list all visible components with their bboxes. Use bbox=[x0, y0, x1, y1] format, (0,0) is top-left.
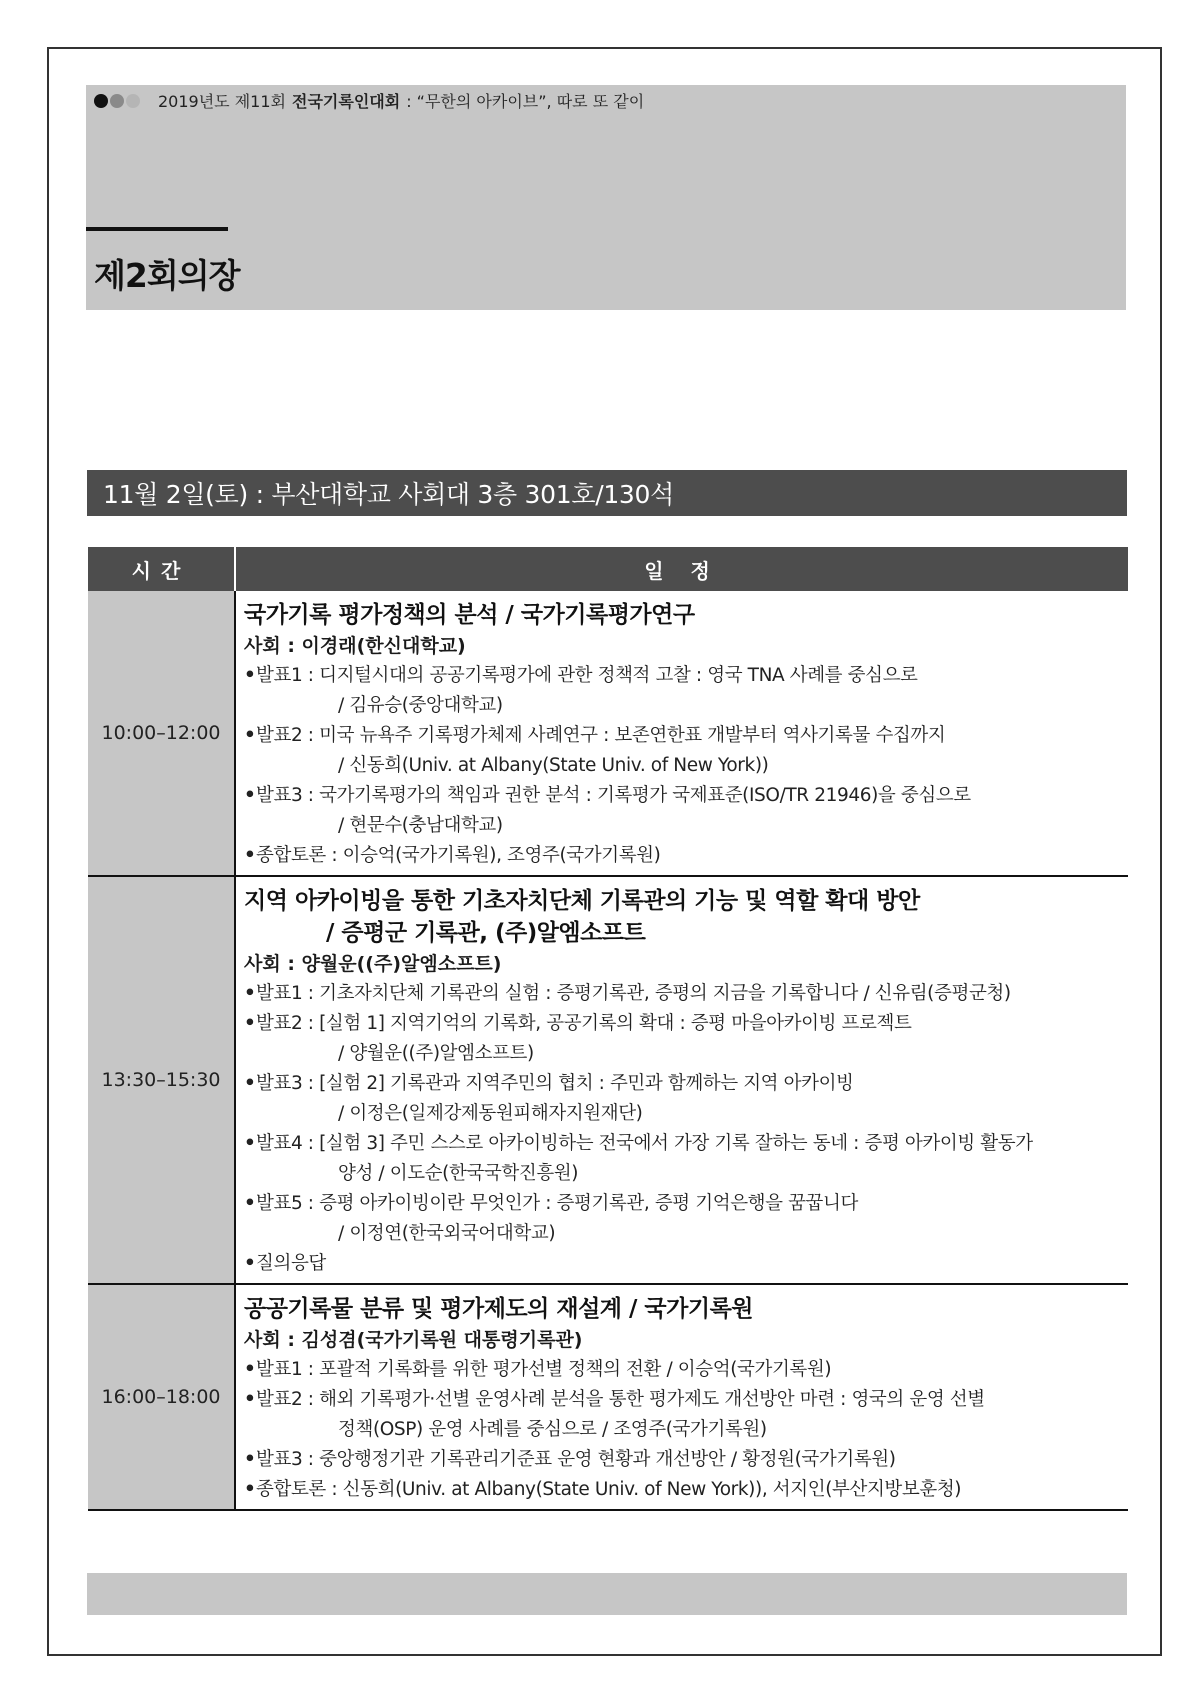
session-moderator: 사회 : 이경래(한신대학교) bbox=[244, 635, 466, 657]
list-item-continuation: / 신동희(Univ. at Albany(State Univ. of New York)) bbox=[338, 755, 769, 776]
list-item-continuation: / 김유승(중앙대학교) bbox=[338, 695, 503, 716]
dots-icon bbox=[94, 94, 140, 108]
date-location-bar: 11월 2일(토) : 부산대학교 사회대 3층 301호/130석 bbox=[87, 470, 1127, 516]
session-row bbox=[88, 876, 1128, 1284]
table-header-row bbox=[88, 547, 1128, 591]
schedule-table bbox=[88, 547, 1128, 1511]
list-item-continuation: 양성 / 이도순(한국국학진흥원) bbox=[338, 1163, 579, 1184]
session-title: 공공기록물 분류 및 평가제도의 재설계 / 국가기록원 bbox=[244, 1296, 754, 1322]
list-item: •종합토론 : 이승억(국가기록원), 조영주(국가기록원) bbox=[244, 845, 661, 866]
page-title: 제2회의장 bbox=[94, 256, 240, 295]
list-item-continuation: / 양월운((주)알엠소프트) bbox=[338, 1043, 534, 1064]
list-item: •질의응답 bbox=[244, 1253, 326, 1274]
list-item: •발표5 : 증평 아카이빙이란 무엇인가 : 증평기록관, 증평 기억은행을 꿈꿉니다 bbox=[244, 1193, 858, 1214]
header-band bbox=[86, 85, 1126, 310]
list-item-continuation: / 이정연(한국외국어대학교) bbox=[338, 1223, 556, 1244]
list-item: •발표2 : 해외 기록평가·선별 운영사례 분석을 통한 평가제도 개선방안 마련 : 영국의 운영 선별 bbox=[244, 1389, 985, 1410]
running-header bbox=[94, 89, 644, 112]
list-item: •발표4 : [실험 3] 주민 스스로 아카이빙하는 전국에서 가장 기록 잘하는 동네 : 증평 아카이빙 활동가 bbox=[244, 1133, 1033, 1154]
list-item: •발표3 : [실험 2] 기록관과 지역주민의 협치 : 주민과 함께하는 지역 아카이빙 bbox=[244, 1073, 854, 1094]
footer-band bbox=[87, 1573, 1127, 1615]
event-label: 2019년도 제11회 bbox=[158, 92, 286, 111]
list-item: •발표1 : 기초자치단체 기록관의 실험 : 증평기록관, 증평의 지금을 기록합니다 / 신유림(증평군청) bbox=[244, 983, 1011, 1004]
session-content bbox=[235, 1284, 1128, 1510]
session-content bbox=[235, 591, 1128, 876]
list-item: •발표3 : 중앙행정기관 기록관리기준표 운영 현황과 개선방안 / 황정원(국가기록원) bbox=[244, 1449, 896, 1470]
session-time: 10:00–12:00 bbox=[88, 591, 235, 876]
session-title-continuation: / 증평군 기록관, (주)알엠소프트 bbox=[326, 920, 646, 946]
list-item: •발표2 : [실험 1] 지역기억의 기록화, 공공기록의 확대 : 증평 마을아카이빙 프로젝트 bbox=[244, 1013, 912, 1034]
list-item-continuation: / 이정은(일제강제동원피해자지원재단) bbox=[338, 1103, 643, 1124]
conference-theme: : “무한의 아카이브”, 따로 또 같이 bbox=[406, 92, 645, 111]
list-item-continuation: / 현문수(충남대학교) bbox=[338, 815, 503, 836]
session-title: 지역 아카이빙을 통한 기초자치단체 기록관의 기능 및 역할 확대 방안 bbox=[244, 888, 920, 914]
session-moderator: 사회 : 양월운((주)알엠소프트) bbox=[244, 953, 502, 975]
list-item: •발표2 : 미국 뉴욕주 기록평가체제 사례연구 : 보존연한표 개발부터 역사기록물 수집까지 bbox=[244, 725, 946, 746]
session-title: 국가기록 평가정책의 분석 / 국가기록평가연구 bbox=[244, 602, 695, 628]
session-content bbox=[235, 876, 1128, 1284]
title-rule bbox=[86, 227, 228, 231]
list-item: •발표3 : 국가기록평가의 책임과 권한 분석 : 기록평가 국제표준(ISO/TR 21946)을 중심으로 bbox=[244, 785, 971, 806]
session-moderator: 사회 : 김성겸(국가기록원 대통령기록관) bbox=[244, 1329, 583, 1351]
list-item: •발표1 : 포괄적 기록화를 위한 평가선별 정책의 전환 / 이승억(국가기록원) bbox=[244, 1359, 832, 1380]
session-time: 16:00–18:00 bbox=[88, 1284, 235, 1510]
column-header-schedule: 일 정 bbox=[235, 547, 1128, 591]
column-header-time: 시간 bbox=[88, 547, 235, 591]
list-item-continuation: 정책(OSP) 운영 사례를 중심으로 / 조영주(국가기록원) bbox=[338, 1419, 767, 1440]
session-row bbox=[88, 1284, 1128, 1510]
conference-name: 전국기록인대회 bbox=[292, 92, 401, 111]
session-time: 13:30–15:30 bbox=[88, 876, 235, 1284]
list-item: •발표1 : 디지털시대의 공공기록평가에 관한 정책적 고찰 : 영국 TNA 사례를 중심으로 bbox=[244, 665, 918, 686]
session-row bbox=[88, 591, 1128, 876]
list-item: •종합토론 : 신동희(Univ. at Albany(State Univ. of New York)), 서지인(부산지방보훈청) bbox=[244, 1479, 962, 1500]
